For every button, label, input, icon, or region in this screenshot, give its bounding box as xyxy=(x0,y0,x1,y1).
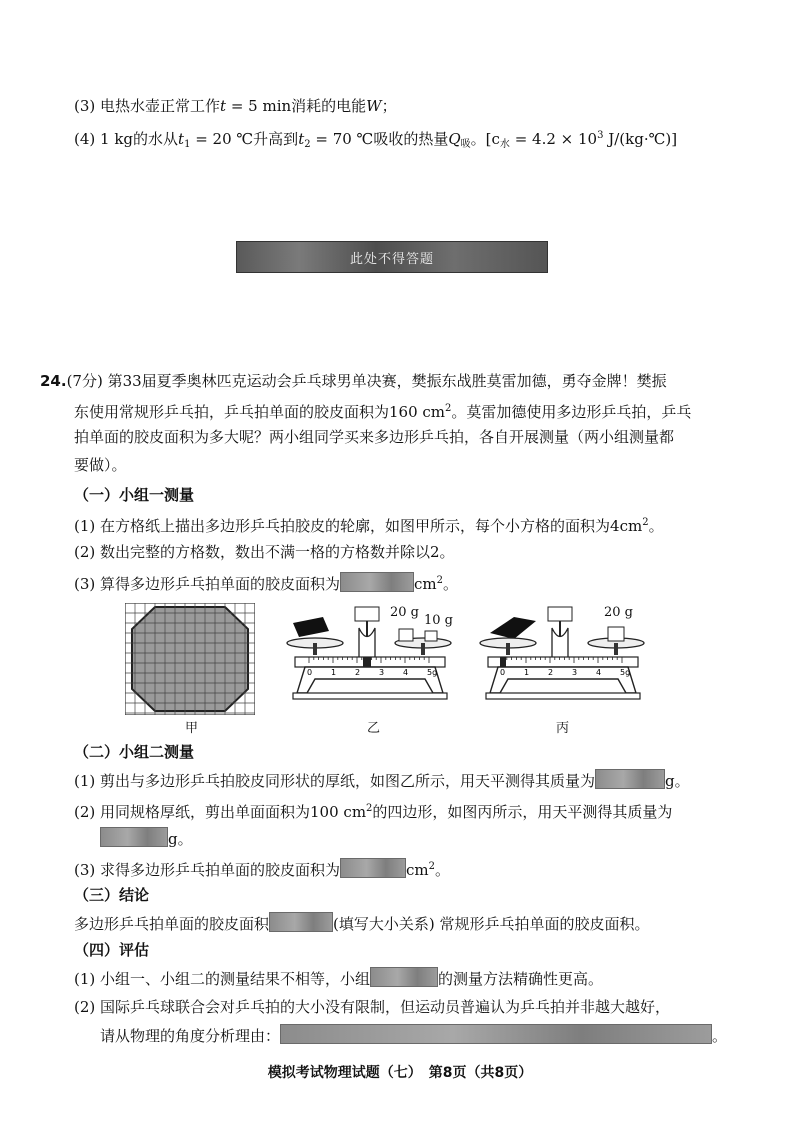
section3-title: （三）结论 xyxy=(74,886,150,904)
s2-step2-cont: g。 xyxy=(100,827,193,850)
scale-tick-label: 4 xyxy=(596,668,602,677)
answer-blank-2[interactable] xyxy=(595,769,665,789)
scale-tick-label: 3 xyxy=(572,668,578,677)
s2-step1: (1) 剪出与多边形乒乓拍胶皮同形状的厚纸，如图乙所示，用天平测得其质量为 g。 xyxy=(74,769,690,792)
figure-jia-label: 甲 xyxy=(185,721,199,736)
scale-tick-label: 5g xyxy=(427,668,438,677)
scale-tick-label: 4 xyxy=(403,668,409,677)
page-footer: 模拟考试物理试题（七） 第8页（共8页） xyxy=(267,1065,533,1081)
answer-blank-4[interactable] xyxy=(340,858,406,878)
scale-tick-label: 2 xyxy=(355,668,361,677)
s1-step3: (3) 算得多边形乒乓拍单面的胶皮面积为 $cm^2$。 xyxy=(74,570,458,595)
s4-eval2: (2) 国际乒乓球联合会对乒乓拍的大小没有限制，但运动员普遍认为乒乓拍并非越大越好， xyxy=(74,998,671,1016)
answer-blank-7[interactable] xyxy=(280,1024,712,1044)
s2-step2: (2) 用同规格厚纸，剪出单面面积为100 $cm^2$的四边形，如图丙所示，用天平测得其质量为 xyxy=(74,803,673,821)
figure-jia-grid xyxy=(125,603,255,715)
bing-weight-20g: 20 g xyxy=(604,605,633,620)
scale-tick-label: 2 xyxy=(548,668,554,677)
q23-item3: (3) 电热水壶正常工作t = 5 min消耗的电能W； xyxy=(74,97,397,115)
s2-step3: (3) 求得多边形乒乓拍单面的胶皮面积为 $cm^2$。 xyxy=(74,856,450,881)
q24-intro-line3: 拍单面的胶皮面积为多大呢？两小组同学买来多边形乒乓拍，各自开展测量（两小组测量都 xyxy=(74,428,675,446)
q23-item4: (4) 1 kg的水从$t_1 = 20$ ℃升高到$t_2 = 70$ ℃吸收的热量$Q_吸$。[$c_水 = 4.2 \times 10^3$ J/(kg·℃)] xyxy=(74,130,678,150)
s1-step2: (2) 数出完整的方格数，数出不满一格的方格数并除以2。 xyxy=(74,543,455,561)
scale-tick-label: 0 xyxy=(307,668,313,677)
s4-eval1: (1) 小组一、小组二的测量结果不相等，小组 的测量方法精确性更高。 xyxy=(74,967,603,990)
q24-intro-line1: 24.(7分) 第33届夏季奥林匹克运动会乒乓球男单决赛，樊振东战胜莫雷加德，勇夺金牌！樊振 xyxy=(40,372,667,390)
yi-weight-10g: 10 g xyxy=(424,613,453,628)
figure-bing-label: 丙 xyxy=(556,721,570,736)
answer-blank-3[interactable] xyxy=(100,827,168,847)
figure-yi-label: 乙 xyxy=(367,721,381,736)
section2-title: （二）小组二测量 xyxy=(74,743,195,761)
scale-tick-label: 5g xyxy=(620,668,631,677)
answer-blank-1[interactable] xyxy=(340,572,414,592)
s1-step1: (1) 在方格纸上描出多边形乒乓拍胶皮的轮廓，如图甲所示，每个小方格的面积为$4cm^2$。 xyxy=(74,517,664,535)
answer-blank-6[interactable] xyxy=(370,967,438,987)
yi-weight-20g: 20 g xyxy=(390,605,419,620)
scale-tick-label: 3 xyxy=(379,668,385,677)
scale-tick-label: 0 xyxy=(500,668,506,677)
scale-tick-label: 1 xyxy=(331,668,337,677)
section4-title: （四）评估 xyxy=(74,941,150,959)
scale-tick-label: 1 xyxy=(524,668,530,677)
no-answer-banner: 此处不得答题 xyxy=(236,241,548,273)
s4-eval2-cont: 请从物理的角度分析理由： 。 xyxy=(100,1024,727,1047)
q24-intro-line4: 要做）。 xyxy=(74,456,127,474)
s3-conclusion: 多边形乒乓拍单面的胶皮面积 (填写大小关系) 常规形乒乓拍单面的胶皮面积。 xyxy=(74,912,650,935)
answer-blank-5[interactable] xyxy=(269,912,333,932)
section1-title: （一）小组一测量 xyxy=(74,486,195,504)
q24-intro-line2: 东使用常规形乒乓拍，乒乓拍单面的胶皮面积为160 $cm^2$。莫雷加德使用多边形乒乓拍，乒乓 xyxy=(74,403,692,421)
